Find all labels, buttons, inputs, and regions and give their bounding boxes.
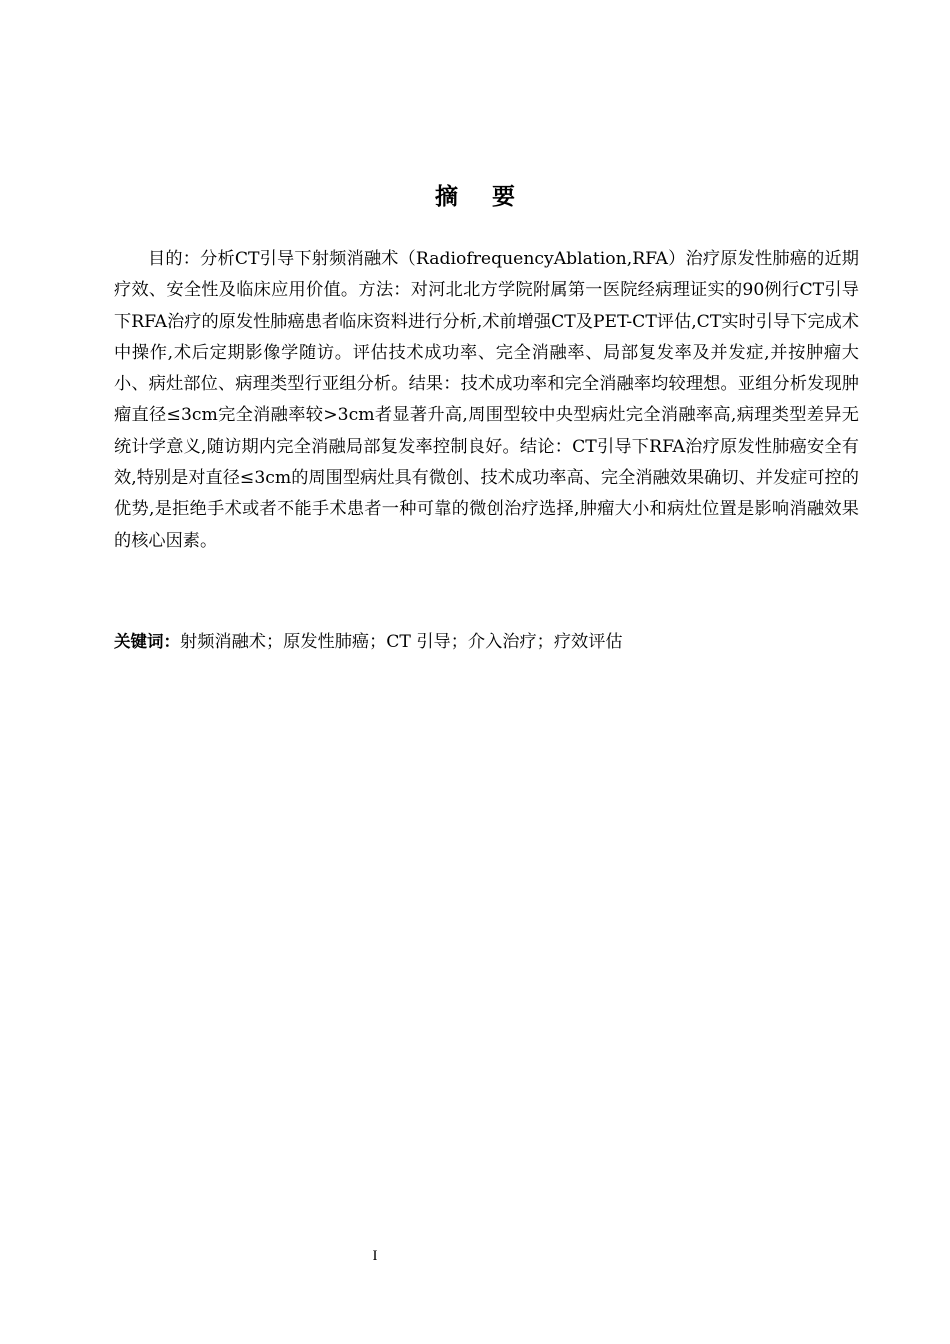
page-title: 摘要 bbox=[435, 184, 549, 210]
keywords-line bbox=[114, 626, 859, 658]
page-number: I bbox=[372, 1248, 378, 1264]
keywords-text: 射频消融术；原发性肺癌；CT 引导；介入治疗；疗效评估 bbox=[180, 632, 623, 652]
keywords-label: 关键词： bbox=[114, 632, 180, 651]
abstract-paragraph: 目的：分析CT引导下射频消融术（RadiofrequencyAblation,RFA）治疗原发性肺癌的近期疗效、安全性及临床应用价值。方法：对河北北方学院附属第一医院经病理证实的90例行CT引导下RFA治疗的原发性肺癌患者临床资料进行分析,术前增强CT及PET-CT评估,CT实时引导下完成术中操作,术后定期影像学随访。评估技术成功率、完全消融率、局部复发率及并发症,并按肿瘤大小、病灶部位、病理类型行亚组分析。结果：技术成功率和完全消融率均较理想。亚组分析发现肿瘤直径≤3cm完全消融率较>3cm者显著升高,周围型较中央型病灶完全消融率高,病理类型差异无统计学意义,随访期内完全消融局部复发率控制良好。结论：CT引导下RFA治疗原发性肺癌安全有效,特别是对直径≤3cm的周围型病灶具有微创、技术成功率高、完全消融效果确切、并发症可控的优势,是拒绝手术或者不能手术患者一种可靠的微创治疗选择,肿瘤大小和病灶位置是影响消融效果的核心因素。 bbox=[114, 249, 859, 551]
